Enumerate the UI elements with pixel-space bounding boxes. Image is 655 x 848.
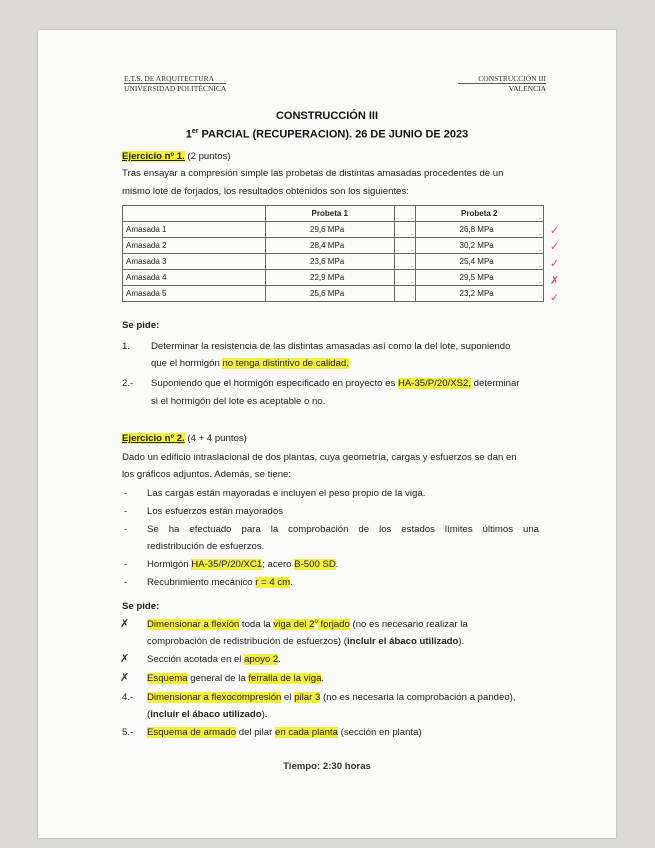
check-mark-icon: ✓: [550, 225, 560, 237]
course-header: [458, 74, 546, 93]
school-name: E.T.S. DE ARQUITECTURA: [124, 74, 215, 83]
ex2-label: Ejercicio nº 2.: [122, 433, 185, 444]
check-mark-icon: ✓: [550, 292, 560, 304]
scribbled-number-icon: ✗: [120, 617, 130, 630]
ex1-se-pide: Se pide:: [122, 320, 160, 331]
probetas-table: [122, 205, 544, 302]
ex2-q4-number: 4.-: [122, 692, 134, 703]
school-header: [124, 74, 226, 93]
ex2-points: (4 + 4 puntos): [184, 433, 247, 444]
page-title: CONSTRUCCIÓN III: [275, 110, 379, 122]
cross-mark-icon: ✗: [550, 275, 560, 287]
header-probeta-1: Probeta 1: [266, 206, 395, 222]
table-row: Amasada 4 22,9 MPa 29,5 MPa: [123, 270, 544, 286]
check-mark-icon: ✓: [550, 241, 560, 253]
ex2-bullet-1: Las cargas están mayoradas e incluyen el peso propio de la viga.: [147, 488, 426, 499]
ex2-se-pide: Se pide:: [122, 601, 160, 612]
bullet-dash: -: [124, 559, 128, 570]
ex2-intro-line1: Dado un edificio intraslacional de dos plantas, cuya geometría, cargas y esfuerzos se dan en: [122, 452, 517, 463]
ex2-q5: Esquema de armado del pilar en cada planta (sección en planta): [147, 727, 422, 738]
ex1-heading: [122, 151, 231, 162]
table-header-row: [123, 206, 544, 222]
ex2-bullet-5: Recubrimiento mecánico r = 4 cm.: [147, 577, 293, 588]
ex2-bullet-2: Los esfuerzos están mayorados: [147, 506, 283, 517]
check-mark-icon: ✓: [550, 258, 560, 270]
ex2-bullet-3-line2: redistribución de esfuerzos.: [147, 541, 265, 552]
ex2-bullet-3-line1: Se ha efectuado para la comprobación de los estados límites últimos una: [147, 524, 539, 535]
course-name: CONSTRUCCIÓN III: [478, 74, 546, 83]
header-probeta-2: Probeta 2: [415, 206, 544, 222]
ex1-q2-number: 2.-: [122, 378, 134, 389]
bullet-dash: -: [124, 488, 128, 499]
scribbled-number-icon: ✗: [120, 671, 130, 684]
ex2-q5-number: 5.-: [122, 727, 134, 738]
ex2-bullet-4: Hormigón HA-35/P/20/XC1; acero B-500 SD.: [147, 559, 339, 570]
ex2-q4-line1: Dimensionar a flexocompresión el pilar 3 (no es necesaria la comprobación a pandeo),: [147, 692, 516, 703]
ex1-q1-line2: que el hormigón no tenga distintivo de calidad.: [151, 358, 349, 369]
ex1-q1-line1: Determinar la resistencia de las distintas amasadas así como la del lote, suponiendo: [151, 341, 511, 352]
bullet-dash: -: [124, 506, 128, 517]
ex1-label: Ejercicio nº 1.: [122, 151, 185, 162]
bullet-dash: -: [124, 524, 128, 535]
ex2-q1-line1: Dimensionar a flexión toda la viga del 2$^o$ forjado (no es necesario realizar la: [147, 619, 468, 631]
ex2-heading: [122, 433, 247, 444]
ex1-q2-line2: si el hormigón del lote es aceptable o no.: [151, 396, 326, 407]
ex2-q3: Esquema general de la ferralla de la viga.: [147, 673, 325, 684]
exam-subtitle: 1er PARCIAL (RECUPERACION). 26 DE JUNIO DE 2023: [185, 128, 469, 141]
table-row: Amasada 3 23,6 MPa 25,4 MPa: [123, 254, 544, 270]
table-row: Amasada 5 25,6 MPa 23,2 MPa: [123, 286, 544, 302]
exam-duration: Tiempo: 2:30 horas: [283, 761, 371, 772]
ex1-points: (2 puntos): [184, 151, 231, 162]
ex2-q1-line2: comprobación de redistribución de esfuerzos) (incluir el ábaco utilizado).: [147, 636, 465, 647]
scribbled-number-icon: ✗: [120, 652, 130, 665]
ex1-q1-number: 1.: [122, 341, 131, 352]
ex2-q4-line2: (incluir el ábaco utilizado).: [147, 709, 268, 720]
ex2-q2: Sección acotada en el apoyo 2.: [147, 654, 281, 665]
university-name: UNIVERSIDAD POLITÉCNICA: [124, 84, 227, 93]
city-name: VALENCIA: [458, 83, 546, 93]
table-row: Amasada 1 29,6 MPa 26,8 MPa: [123, 222, 544, 238]
bullet-dash: -: [124, 577, 128, 588]
ex1-q2-line1: Suponiendo que el hormigón especificado en proyecto es HA-35/P/20/XS2, determinar: [151, 378, 520, 389]
ex1-intro-line1: Tras ensayar a compresión simple las probetas de distintas amasadas procedentes de un: [122, 168, 504, 179]
ex1-intro-line2: mismo lote de forjados, los resultados obtenidos son los siguientes:: [122, 186, 409, 197]
exam-sheet: [38, 30, 616, 838]
ex2-intro-line2: los gráficos adjuntos. Además, se tiene:: [122, 469, 292, 480]
table-row: Amasada 2 28,4 MPa 30,2 MPa: [123, 238, 544, 254]
